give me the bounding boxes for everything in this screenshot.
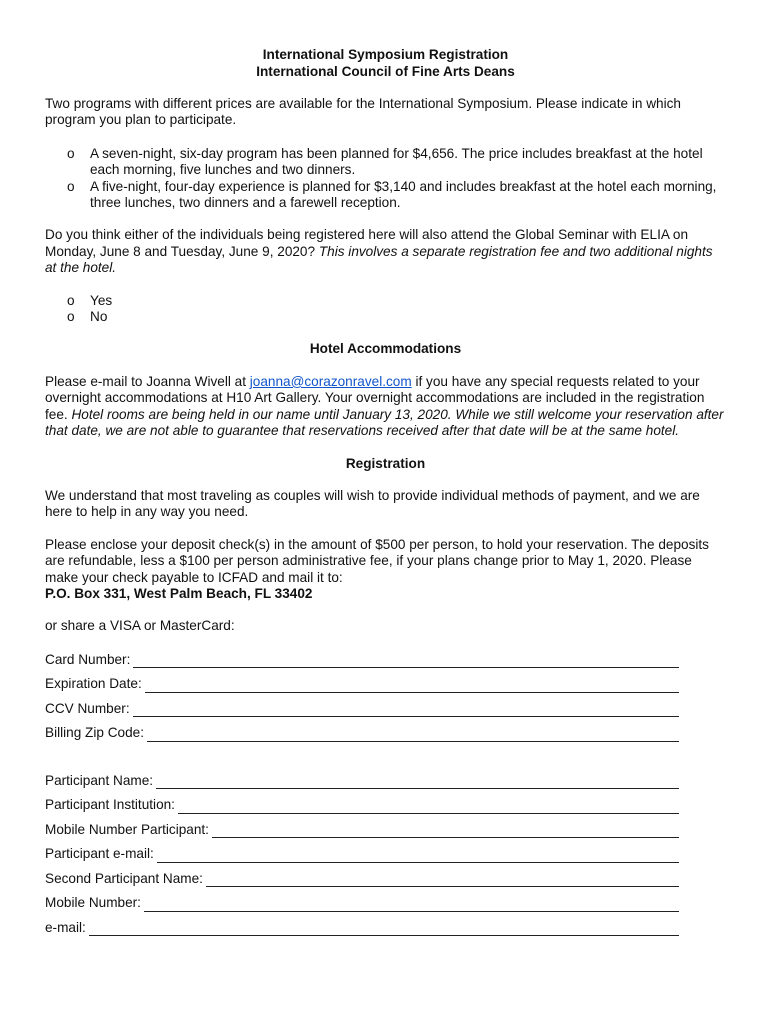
radio-bullet: o [67, 292, 75, 308]
fill-line[interactable] [147, 728, 679, 742]
second-email-field[interactable] [45, 912, 679, 937]
seminar-question-note: This involves a separate registration fee and two additional nights at the hotel. [45, 243, 713, 276]
fill-line[interactable] [133, 654, 679, 668]
participant-email-field[interactable] [45, 838, 679, 863]
hotel-note: Hotel rooms are being held in our name until January 13, 2020. While we still welcome your reservation after that date, we are not able to guarantee that reservations received after that date will be at the same hotel. [45, 406, 724, 439]
fill-line[interactable] [145, 679, 679, 693]
program-option-text: A five-night, four-day experience is planned for $3,140 and includes breakfast at the hotel each morning, three lunches, two dinners and a farewell reception. [90, 178, 717, 211]
field-label: Participant Institution: [45, 797, 175, 813]
field-label: Second Participant Name: [45, 870, 203, 886]
fill-line[interactable] [212, 824, 679, 838]
spacer [45, 742, 726, 765]
field-label: e-mail: [45, 919, 86, 935]
card-intro: or share a VISA or MasterCard: [45, 618, 235, 634]
hotel-email-link[interactable]: joanna@corazonravel.com [249, 373, 412, 389]
fill-line[interactable] [89, 922, 679, 936]
field-label: Mobile Number Participant: [45, 821, 209, 837]
hotel-heading: Hotel Accommodations [309, 341, 462, 357]
field-label: Mobile Number: [45, 895, 141, 911]
second-mobile-field[interactable] [45, 887, 679, 912]
card-fields [45, 644, 726, 742]
registration-heading: Registration [345, 455, 426, 471]
fill-line[interactable] [157, 849, 679, 863]
registration-paragraph-1: We understand that most traveling as couples will wish to provide individual methods of payment, and we are here to help in any way you need. [45, 487, 700, 520]
fill-line[interactable] [156, 775, 679, 789]
field-label: Participant e-mail: [45, 846, 154, 862]
participant-name-field[interactable] [45, 765, 679, 790]
radio-bullet: o [67, 145, 75, 161]
field-label: Card Number: [45, 651, 131, 667]
registration-paragraph-2: Please enclose your deposit check(s) in the amount of $500 per person, to hold your reservation. The deposits are refundable, less a $100 per person administrative fee, if your plans change prior to May 1, 2020. Please make your check payable to ICFAD and mail it to: [45, 536, 709, 585]
participant-institution-field[interactable] [45, 789, 679, 814]
second-participant-name-field[interactable] [45, 863, 679, 888]
participant-fields [45, 765, 726, 937]
program-option-text: A seven-night, six-day program has been planned for $4,656. The price includes breakfast at the hotel each morning, five lunches and two dinners. [90, 145, 703, 178]
field-label: Participant Name: [45, 772, 154, 788]
hotel-paragraph [45, 374, 726, 440]
fill-line[interactable] [178, 800, 679, 814]
radio-bullet: o [67, 309, 75, 325]
seminar-option-label: No [90, 309, 108, 325]
intro-paragraph: Two programs with different prices are available for the International Symposium. Please indicate in which program you plan to participate. [45, 96, 681, 128]
document-title: International Symposium Registration [262, 47, 509, 62]
participant-mobile-field[interactable] [45, 814, 679, 839]
card-number-field[interactable] [45, 644, 679, 669]
field-label: Billing Zip Code: [45, 725, 144, 741]
field-label: CCV Number: [45, 700, 130, 716]
document-subtitle: International Council of Fine Arts Deans [256, 63, 515, 79]
field-label: Expiration Date: [45, 676, 142, 692]
seminar-question-text: Do you think either of the individuals being registered here will also attend the Global Seminar with ELIA on Monday, June 8 and Tuesday, June 9, 2020? [45, 227, 689, 259]
program-option-seven-night[interactable] [45, 146, 726, 179]
hotel-text-before-link: Please e-mail to Joanna Wivell at [45, 373, 250, 389]
radio-bullet: o [67, 178, 75, 194]
fill-line[interactable] [133, 703, 679, 717]
program-option-five-night[interactable] [45, 179, 726, 212]
seminar-question [45, 227, 726, 276]
program-options [45, 146, 726, 212]
mailing-address: P.O. Box 331, West Palm Beach, FL 33402 [45, 585, 313, 601]
ccv-number-field[interactable] [45, 693, 679, 718]
fill-line[interactable] [206, 873, 679, 887]
billing-zip-field[interactable] [45, 717, 679, 742]
seminar-option-no[interactable] [45, 309, 726, 325]
seminar-option-yes[interactable] [45, 293, 726, 309]
hotel-text-after-link: if you have any special requests related to your overnight accommodations at H10 Art Gallery. Your overnight accommodations are included in the registration fee. [45, 373, 705, 422]
fill-line[interactable] [144, 898, 679, 912]
expiration-date-field[interactable] [45, 668, 679, 693]
seminar-option-label: Yes [90, 292, 113, 308]
seminar-yes-no [45, 293, 726, 326]
